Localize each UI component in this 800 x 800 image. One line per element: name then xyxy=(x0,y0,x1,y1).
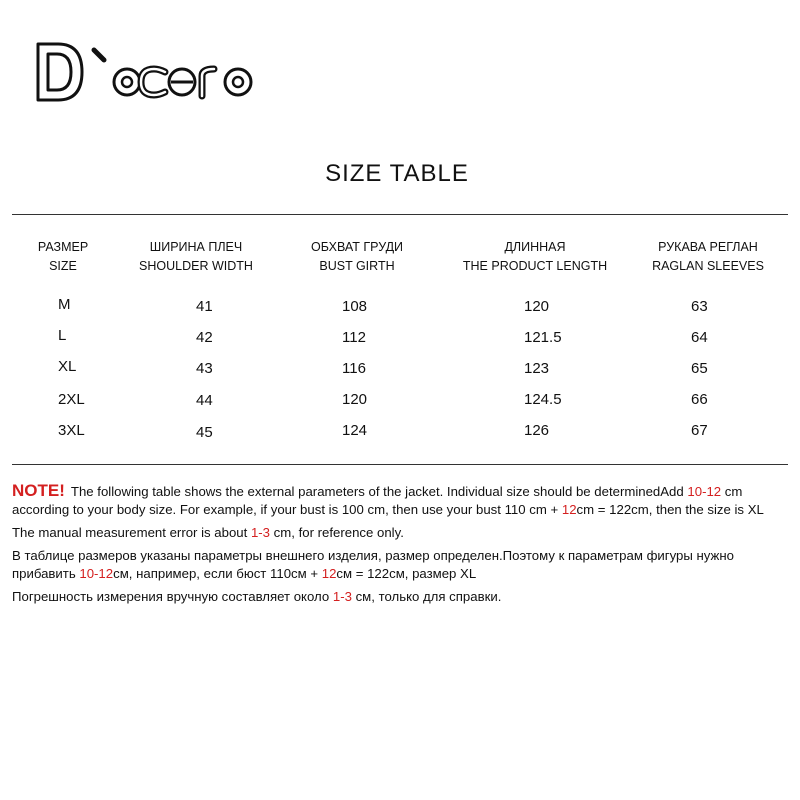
product-length-cell: 121.5 xyxy=(524,329,562,346)
bust-girth-cell: 108 xyxy=(342,298,368,315)
header-bust-girth-en: BUST GIRTH xyxy=(319,259,395,273)
bust-girth-cell: 120 xyxy=(342,391,368,408)
header-size xyxy=(38,238,88,276)
highlight-value: 12 xyxy=(321,566,337,581)
table-top-divider xyxy=(12,214,788,215)
highlight-value: 10-12 xyxy=(687,484,722,499)
header-raglan-sleeves xyxy=(652,238,764,276)
raglan-sleeves-cell: 63 xyxy=(691,298,708,315)
shoulder-width-cell: 45 xyxy=(196,424,213,441)
header-raglan-sleeves-en: RAGLAN SLEEVES xyxy=(652,259,764,273)
size-cell: 2XL xyxy=(58,391,85,408)
page-title: SIZE TABLE xyxy=(325,160,469,187)
note-en-error: The manual measurement error is about 1-3 cm, for reference only. xyxy=(12,525,404,540)
product-length-cell: 123 xyxy=(524,360,550,377)
size-cell: 3XL xyxy=(58,422,85,439)
highlight-value: 1-3 xyxy=(250,525,271,540)
header-bust-girth-ru: ОБХВАТ ГРУДИ xyxy=(310,240,404,254)
header-shoulder-width-en: SHOULDER WIDTH xyxy=(139,259,253,273)
bust-girth-cell: 124 xyxy=(342,422,368,439)
note-label: NOTE! xyxy=(12,481,65,500)
highlight-value: 1-3 xyxy=(332,589,352,604)
header-shoulder-width-ru: ШИРИНА ПЛЕЧ xyxy=(149,240,243,254)
raglan-sleeves-cell: 67 xyxy=(691,422,708,439)
shoulder-width-cell: 42 xyxy=(196,329,213,346)
size-cell: L xyxy=(58,327,67,344)
raglan-sleeves-cell: 66 xyxy=(691,391,708,408)
brand-logo xyxy=(30,38,260,108)
note-ru-error: Погрешность измерения вручную составляет около 1-3 см, только для справки. xyxy=(12,589,502,604)
highlight-value: 12 xyxy=(561,502,577,517)
bust-girth-cell: 116 xyxy=(342,360,366,377)
product-length-cell: 126 xyxy=(524,422,550,439)
notes-section xyxy=(12,482,792,611)
header-size-en: SIZE xyxy=(49,259,77,273)
highlight-value: 10-12 xyxy=(79,566,114,581)
note-en-sizing: NOTE! The following table shows the external parameters of the jacket. Individual size should be determinedAdd 10-12 cm according to your body size. For example, if your bust is 100 cm, then use your bust 110 cm + 12cm = 122cm, then the size is XL xyxy=(12,481,764,517)
product-length-cell: 120 xyxy=(524,298,550,315)
shoulder-width-cell: 43 xyxy=(196,360,213,377)
shoulder-width-cell: 41 xyxy=(196,298,213,315)
bust-girth-cell: 112 xyxy=(342,329,366,346)
shoulder-width-cell: 44 xyxy=(196,392,213,409)
product-length-cell: 124.5 xyxy=(524,391,562,408)
size-cell: XL xyxy=(58,358,77,375)
header-shoulder-width xyxy=(139,238,253,276)
header-size-ru: РАЗМЕР xyxy=(37,240,89,254)
table-bottom-divider xyxy=(12,464,788,465)
header-product-length xyxy=(463,238,607,276)
header-raglan-sleeves-ru: РУКАВА РЕГЛАН xyxy=(658,240,758,254)
header-bust-girth xyxy=(311,238,403,276)
header-product-length-ru: ДЛИННАЯ xyxy=(504,240,566,254)
note-ru-sizing: В таблице размеров указаны параметры внешнего изделия, размер определен.Поэтому к параметрам фигуры нужно прибавить 10-12см, например, если бюст 110см + 12см = 122см, размер XL xyxy=(12,548,734,581)
size-cell: M xyxy=(58,296,71,313)
raglan-sleeves-cell: 64 xyxy=(691,329,708,346)
header-product-length-en: THE PRODUCT LENGTH xyxy=(462,259,608,273)
raglan-sleeves-cell: 65 xyxy=(691,360,708,377)
